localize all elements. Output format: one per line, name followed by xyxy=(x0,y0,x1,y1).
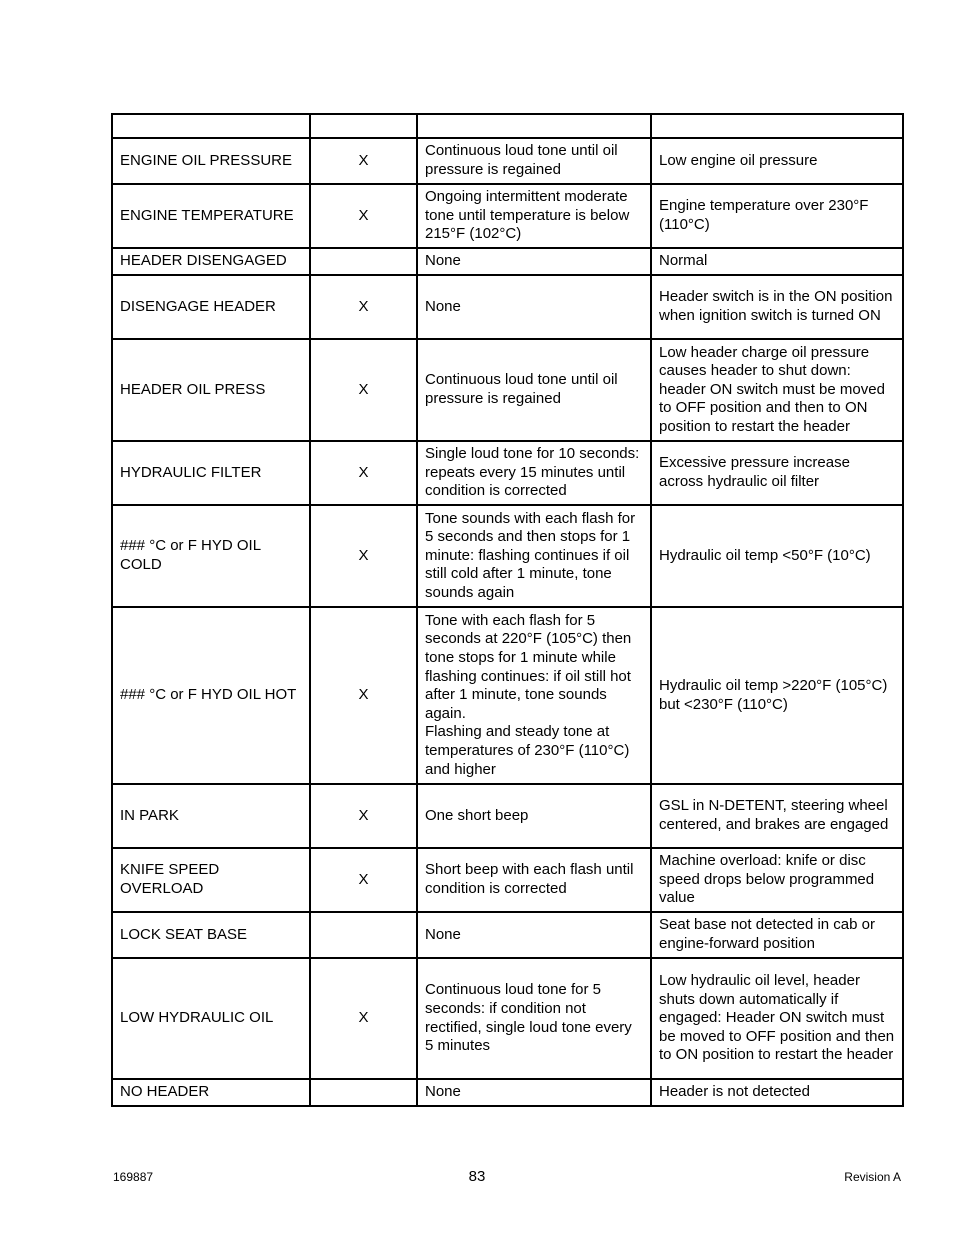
table-row xyxy=(112,138,903,184)
tone-cell: Tone with each flash for 5 seconds at 220°F (105°C) then tone stops for 1 minute while flashing continues: if oil still hot after 1 minute, tone sounds again. Flashing and steady tone at temperatures of 230°F (110°C) and higher xyxy=(417,607,651,784)
table-row xyxy=(112,1079,903,1106)
message-cell: KNIFE SPEED OVERLOAD xyxy=(112,848,310,912)
tone-cell: None xyxy=(417,248,651,275)
condition-cell: Seat base not detected in cab or engine-forward position xyxy=(651,912,903,958)
alarm-mark-cell: X xyxy=(310,958,417,1079)
tone-cell: None xyxy=(417,912,651,958)
message-cell: DISENGAGE HEADER xyxy=(112,275,310,339)
message-cell: ENGINE OIL PRESSURE xyxy=(112,138,310,184)
alarm-mark-cell: X xyxy=(310,784,417,848)
table-row xyxy=(112,607,903,784)
table-row xyxy=(112,184,903,248)
alarm-table xyxy=(111,113,904,1107)
header-cell xyxy=(417,114,651,138)
table-row xyxy=(112,958,903,1079)
condition-cell: Hydraulic oil temp <50°F (10°C) xyxy=(651,505,903,607)
condition-cell: Low engine oil pressure xyxy=(651,138,903,184)
table-row xyxy=(112,505,903,607)
tone-cell: Continuous loud tone until oil pressure is regained xyxy=(417,339,651,441)
tone-cell: One short beep xyxy=(417,784,651,848)
message-cell: HEADER OIL PRESS xyxy=(112,339,310,441)
condition-cell: Header switch is in the ON position when ignition switch is turned ON xyxy=(651,275,903,339)
alarm-mark-cell: X xyxy=(310,505,417,607)
table-header-row xyxy=(112,114,903,138)
alarm-mark-cell xyxy=(310,1079,417,1106)
condition-cell: Low header charge oil pressure causes header to shut down: header ON switch must be moved to OFF position and then to ON position to restart the header xyxy=(651,339,903,441)
condition-cell: GSL in N-DETENT, steering wheel centered, and brakes are engaged xyxy=(651,784,903,848)
message-cell: NO HEADER xyxy=(112,1079,310,1106)
header-cell xyxy=(310,114,417,138)
alarm-mark-cell xyxy=(310,248,417,275)
tone-cell: Single loud tone for 10 seconds: repeats every 15 minutes until condition is corrected xyxy=(417,441,651,505)
tone-cell: None xyxy=(417,275,651,339)
alarm-mark-cell: X xyxy=(310,848,417,912)
table-row xyxy=(112,848,903,912)
message-cell: LOW HYDRAULIC OIL xyxy=(112,958,310,1079)
header-cell xyxy=(651,114,903,138)
tone-cell: Ongoing intermittent moderate tone until temperature is below 215°F (102°C) xyxy=(417,184,651,248)
condition-cell: Header is not detected xyxy=(651,1079,903,1106)
page-number: 83 xyxy=(468,1168,486,1185)
condition-cell: Engine temperature over 230°F (110°C) xyxy=(651,184,903,248)
tone-cell: None xyxy=(417,1079,651,1106)
alarm-mark-cell: X xyxy=(310,138,417,184)
table-row xyxy=(112,912,903,958)
message-cell: ### °C or F HYD OIL COLD xyxy=(112,505,310,607)
message-cell: IN PARK xyxy=(112,784,310,848)
document-number: 169887 xyxy=(113,1170,154,1184)
message-cell: ENGINE TEMPERATURE xyxy=(112,184,310,248)
message-cell: HYDRAULIC FILTER xyxy=(112,441,310,505)
condition-cell: Hydraulic oil temp >220°F (105°C) but <230°F (110°C) xyxy=(651,607,903,784)
tone-cell: Continuous loud tone until oil pressure is regained xyxy=(417,138,651,184)
alarm-mark-cell: X xyxy=(310,339,417,441)
alarm-mark-cell: X xyxy=(310,184,417,248)
revision-label: Revision A xyxy=(844,1170,901,1184)
tone-cell: Short beep with each flash until condition is corrected xyxy=(417,848,651,912)
table-row xyxy=(112,441,903,505)
message-cell: HEADER DISENGAGED xyxy=(112,248,310,275)
alarm-mark-cell xyxy=(310,912,417,958)
condition-cell: Normal xyxy=(651,248,903,275)
table-row xyxy=(112,339,903,441)
tone-cell: Tone sounds with each flash for 5 seconds and then stops for 1 minute: flashing continues if oil still cold after 1 minute, tone sounds again xyxy=(417,505,651,607)
condition-cell: Low hydraulic oil level, header shuts down automatically if engaged: Header ON switch must be moved to OFF position and then to ON position to restart the header xyxy=(651,958,903,1079)
tone-cell: Continuous loud tone for 5 seconds: if condition not rectified, single loud tone every 5 minutes xyxy=(417,958,651,1079)
alarm-mark-cell: X xyxy=(310,275,417,339)
alarm-mark-cell: X xyxy=(310,441,417,505)
condition-cell: Machine overload: knife or disc speed drops below programmed value xyxy=(651,848,903,912)
message-cell: LOCK SEAT BASE xyxy=(112,912,310,958)
header-cell xyxy=(112,114,310,138)
table-row xyxy=(112,784,903,848)
table-row xyxy=(112,248,903,275)
alarm-mark-cell: X xyxy=(310,607,417,784)
table-row xyxy=(112,275,903,339)
condition-cell: Excessive pressure increase across hydraulic oil filter xyxy=(651,441,903,505)
message-cell: ### °C or F HYD OIL HOT xyxy=(112,607,310,784)
